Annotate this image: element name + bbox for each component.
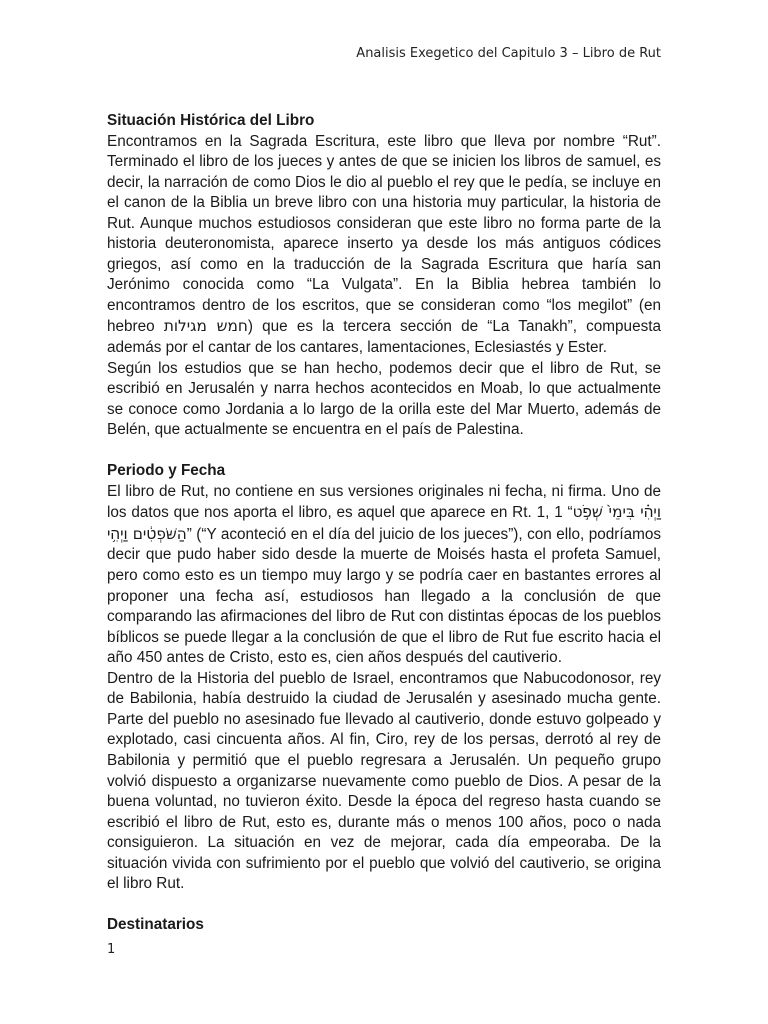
section-title-destinatarios: Destinatarios: [107, 916, 204, 934]
page-number: 1: [107, 942, 116, 957]
running-header: Analisis Exegetico del Capitulo 3 – Libro de Rut: [356, 46, 661, 61]
paragraph-spacer: [107, 895, 661, 916]
paragraph-periodo-1: [107, 482, 661, 669]
section-title-periodo: Periodo y Fecha: [107, 462, 226, 480]
section-title-situacion: Situación Histórica del Libro: [107, 112, 315, 129]
paragraph-text-continued: ” (“Y aconteció en el día del juicio de los jueces”), con ello, podríamos decir que pudo haber sido desde la muerte de Moisés hasta el profeta Samuel, pero como esto es un tiempo muy largo y se podría caer en bastantes errores al proponer una fecha así, estudiosos han llegado a la conclusión de que comparando las afirmaciones del libro de Rut con distintas épocas de los pueblos bíblicos se puede llegar a la conclusión de que el libro de Rut fue escrito hacia el año 450 antes de Cristo, esto es, cien años después del cautiverio.: [107, 525, 661, 667]
paragraph-periodo-2: Dentro de la Historia del pueblo de Israel, encontramos que Nabucodonosor, rey de Babilonia, había destruido la ciudad de Jerusalén y asesinado mucha gente. Parte del pueblo no asesinado fue llevado al cautiverio, donde estuvo golpeado y explotado, casi cincuenta años. Al fin, Ciro, rey de los persas, derrotó al rey de Babilonia y permitió que el pueblo regresara a Jerusalén. Un pequeño grupo volvió dispuesto a organizarse nuevamente como pueblo de Dios. A pesar de la buena voluntad, no tuvieron éxito. Desde la época del regreso hasta cuando se escribió el libro de Rut, esto es, durante más o menos 100 años, poco o nada consiguieron. La situación en vez de mejorar, cada día empeoraba. De la situación vivida con sufrimiento por el pueblo que volvió del cautiverio, se origina el libro Rut.: [107, 669, 661, 893]
paragraph-text: El libro de Rut, no contiene en sus versiones originales ni fecha, ni firma. Uno de los datos que nos aporta el libro, es aquel que aparece en Rt. 1, 1 “: [107, 482, 661, 522]
hebrew-quote-ruth-1-1: וַיְהִ֗י בִּימֵי֙ שְׁפֹ֣ט הַשֹּׁפְטִ֔ים וַיְהִ֥י: [107, 503, 661, 543]
paragraph-spacer: [107, 441, 661, 462]
paragraph-situacion-1: [107, 132, 661, 359]
document-body: [107, 111, 661, 936]
hebrew-term-megilot: חמש מגילות: [163, 317, 248, 336]
paragraph-text: Encontramos en la Sagrada Escritura, este libro que lleva por nombre “Rut”. Terminado el libro de los jueces y antes de que se inicien los libros de samuel, es decir, la narración de como Dios le dio al pueblo el rey que le pedía, se incluye en el canon de la Biblia un breve libro con una historia muy particular, la historia de Rut. Aunque muchos estudiosos consideran que este libro no forma parte de la historia deuteronomista, aparece inserto ya desde los más antiguos códices griegos, así como en la traducción de la Sagrada Escritura que haría san Jerónimo conocida como “La Vulgata”. En la Biblia hebrea también lo encontramos dentro de los escritos, que se consideran como “los megilot” (en hebreo: [107, 132, 661, 336]
paragraph-situacion-2: Según los estudios que se han hecho, podemos decir que el libro de Rut, se escribió en Jerusalén y narra hechos acontecidos en Moab, lo que actualmente se conoce como Jordania a lo largo de la orilla este del Mar Muerto, además de Belén, que actualmente se encuentra en el país de Palestina.: [107, 359, 661, 439]
paragraph-text-continued: ) que es la tercera sección de “La Tanakh”, compuesta además por el cantar de los cantares, lamentaciones, Eclesiastés y Ester.: [107, 318, 661, 357]
